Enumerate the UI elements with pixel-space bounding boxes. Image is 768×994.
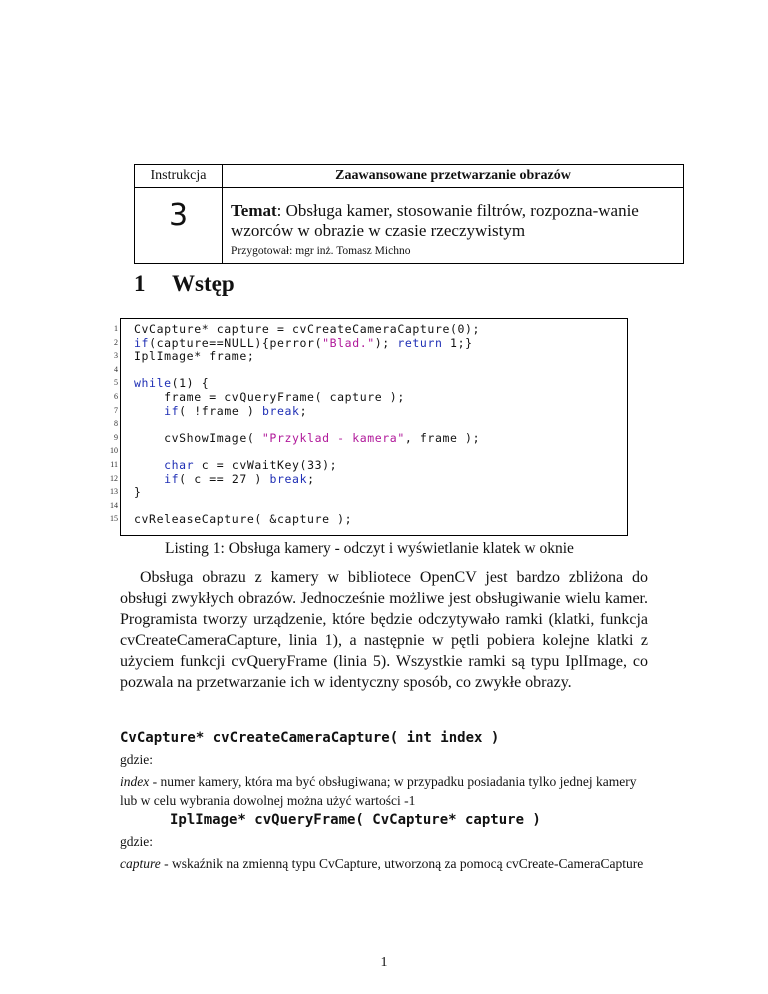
header-divider-horizontal: [135, 187, 683, 188]
topic-label: Temat: [231, 201, 277, 220]
code-line: [134, 485, 142, 499]
where-label-2: gdzie:: [120, 834, 153, 849]
where-label-1: gdzie:: [120, 752, 153, 767]
code-line-number: 4: [114, 364, 118, 374]
code-line-number: 9: [114, 432, 118, 442]
function-signature-2: IplImage* cvQueryFrame( CvCapture* capture ): [170, 812, 541, 828]
param-text-1: - numer kamery, która ma być obsługiwana; w przypadku posiadania tylko jednej kamery lub w celu wybrania dowolnej można użyć wartości -1: [120, 774, 637, 808]
code-line: [134, 336, 473, 350]
header-topic: [231, 201, 677, 241]
page-number: 1: [380, 955, 388, 970]
code-text: IplImage* frame;: [134, 349, 255, 364]
code-line: [134, 390, 405, 404]
header-label: Instrukcja: [150, 168, 207, 183]
code-keyword: if: [134, 335, 150, 350]
code-line: [134, 512, 352, 526]
param-text-2: - wskaźnik na zmienną typu CvCapture, utworzoną za pomocą cvCreate-CameraCapture: [160, 856, 644, 871]
code-line-number: 7: [114, 405, 118, 415]
code-line: [134, 376, 209, 390]
code-keyword: break: [269, 471, 308, 486]
code-text: );: [374, 335, 398, 350]
code-keyword: return: [397, 335, 443, 350]
section-number: 1: [134, 271, 146, 296]
code-text: CvCapture* capture = cvCreateCameraCapture(0);: [134, 322, 481, 336]
instruction-number: 3: [168, 198, 189, 233]
code-line-number: 2: [114, 337, 118, 347]
code-text: frame = cvQueryFrame( capture );: [134, 390, 405, 404]
code-line-number: 11: [110, 460, 118, 469]
code-keyword: char: [164, 458, 195, 472]
code-text: ;: [299, 403, 308, 418]
code-line-number: 12: [110, 473, 118, 483]
code-line: [134, 322, 480, 336]
code-text: }: [134, 485, 142, 500]
code-text: (capture==NULL){perror(: [149, 335, 323, 350]
code-text: cvShowImage(: [134, 430, 262, 445]
code-line-number: 5: [114, 378, 118, 388]
code-text: [134, 404, 164, 418]
code-text: cvReleaseCapture( &capture );: [134, 512, 353, 527]
code-text: , frame );: [404, 430, 481, 445]
code-string: "Przyklad - kamera": [261, 430, 405, 445]
code-keyword: break: [261, 403, 300, 418]
code-line: [134, 404, 307, 418]
code-line: [134, 431, 480, 445]
topic-text: : Obsługa kamer, stosowanie filtrów, rozpozna-wanie wzorców w obrazie w czasie rzeczywistym: [231, 201, 639, 240]
code-line-number: 8: [114, 419, 118, 429]
code-text: (1) {: [171, 376, 210, 391]
code-line: [134, 472, 315, 486]
header-table: [134, 164, 684, 264]
code-text: 1;}: [442, 335, 473, 350]
code-text: ;: [307, 471, 315, 486]
code-line-number: 13: [110, 487, 118, 497]
code-line: [134, 458, 337, 472]
function-signature-1: CvCapture* cvCreateCameraCapture( int index ): [120, 730, 500, 746]
code-line-number: 15: [110, 514, 118, 524]
param-desc-1: [120, 772, 648, 810]
code-line-number: 3: [114, 351, 118, 361]
section-title: Wstęp: [172, 271, 235, 296]
listing-caption: Listing 1: Obsługa kamery - odczyt i wyświetlanie klatek w oknie: [165, 540, 574, 557]
code-line-number: 1: [114, 324, 118, 333]
code-keyword: if: [164, 471, 180, 486]
paragraph-text: Obsługa obrazu z kamery w bibliotece OpenCV jest bardzo zbliżona do obsługi zwykłych obrazów. Jednocześnie możliwe jest obsługiwanie wielu kamer. Programista tworzy urządzenie, które będzie odczytywało ramki (klatki, funkcja cvCreateCameraCapture, linia 1), a następnie w pętli pobiera kolejne klatki z użyciem funkcji cvQueryFrame (linia 5). Wszystkie ramki są typu IplImage, co pozwala na przetwarzanie ich w identyczny sposób, co zwykłe obrazy.: [120, 569, 648, 691]
code-string: "Blad.": [322, 335, 375, 350]
code-keyword: if: [164, 403, 180, 418]
body-paragraph: [120, 567, 648, 693]
code-line-number: 14: [110, 500, 118, 510]
code-text: [134, 472, 164, 486]
code-line-number: 10: [110, 446, 118, 456]
header-author: Przygotował: mgr inż. Tomasz Michno: [231, 245, 411, 257]
code-text: ( c == 27 ): [179, 471, 270, 486]
code-line: [134, 349, 254, 363]
param-name-1: index: [120, 774, 150, 789]
code-text: ( !frame ): [179, 403, 262, 418]
code-text: c = cvWaitKey(33);: [194, 458, 338, 472]
code-text: [134, 458, 164, 472]
header-title: Zaawansowane przetwarzanie obrazów: [335, 168, 571, 183]
param-desc-2: [120, 854, 648, 873]
code-line-number: 6: [114, 392, 118, 401]
param-name-2: capture: [120, 856, 161, 871]
code-keyword: while: [134, 376, 172, 391]
